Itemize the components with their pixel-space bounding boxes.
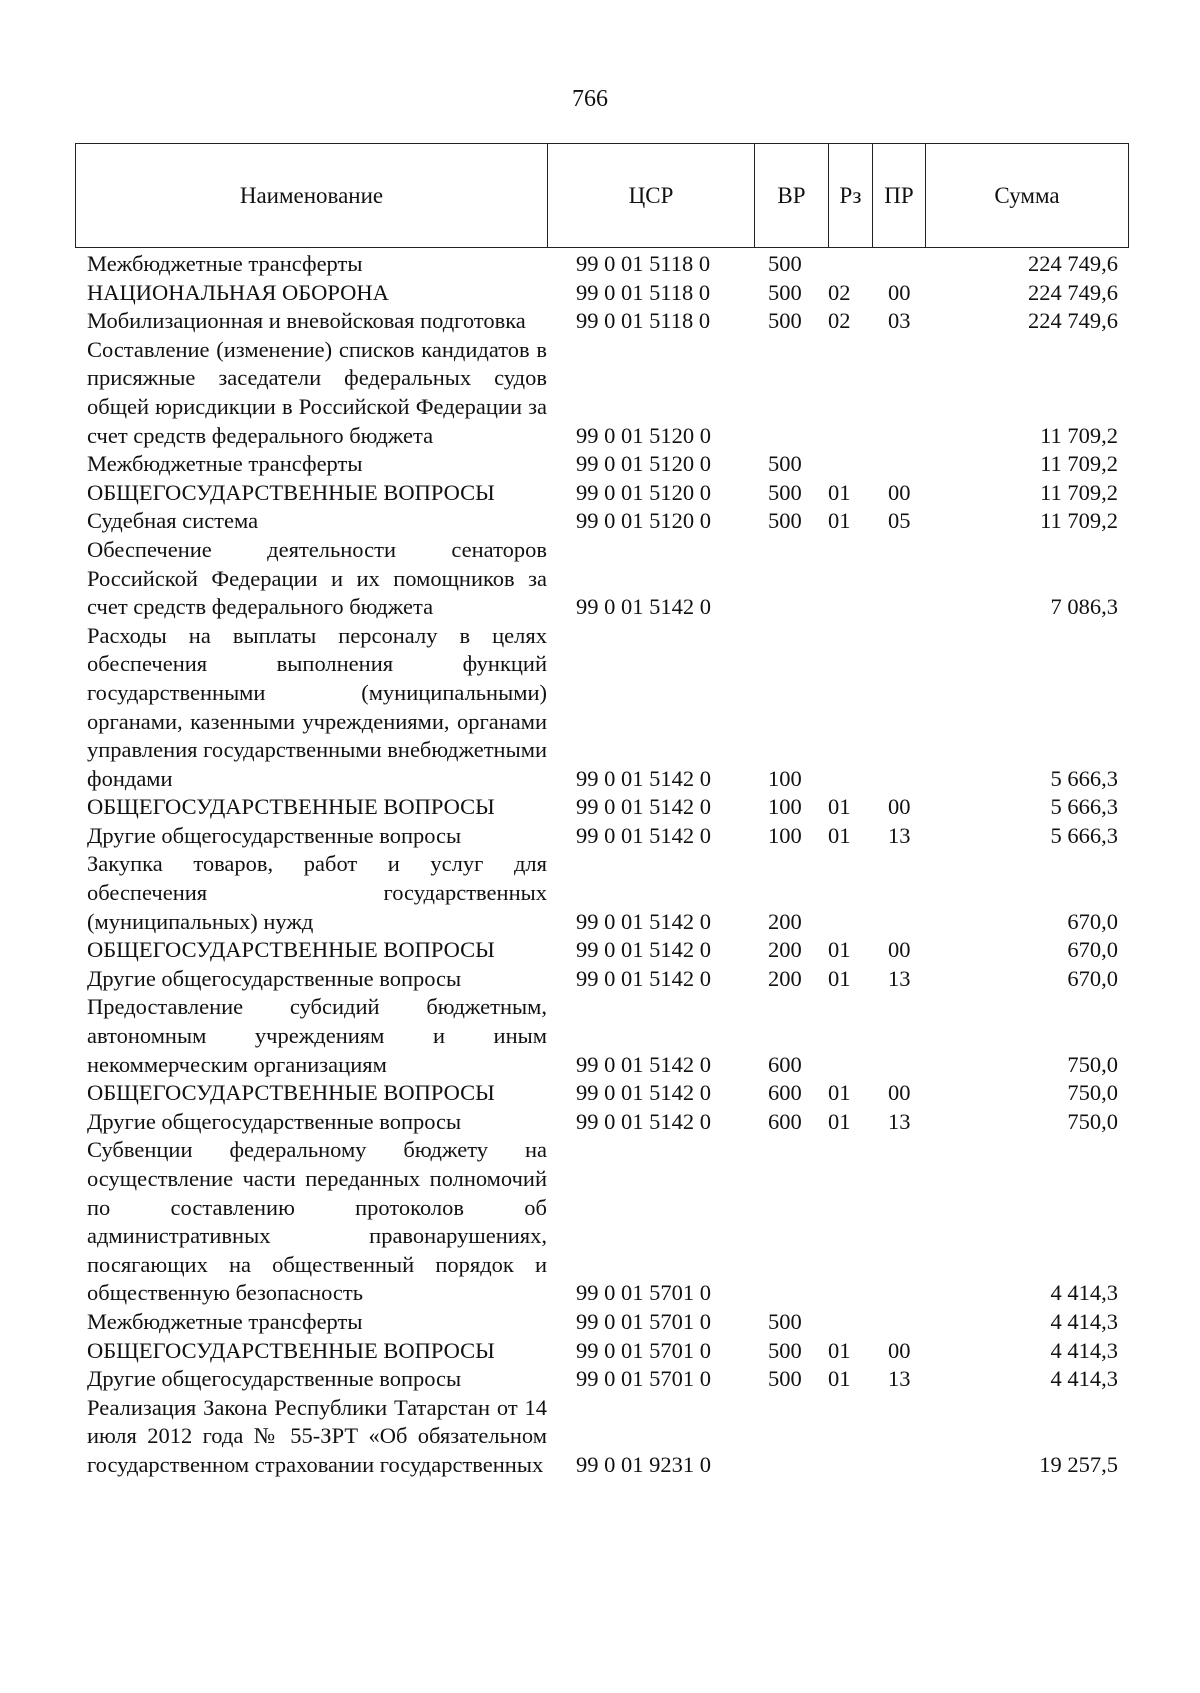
row-sum-cell: 4 414,3 <box>1050 1337 1118 1363</box>
row-csr-cell: 99 0 01 5142 0 <box>576 908 711 934</box>
row-sum-cell: 5 666,3 <box>1050 765 1118 791</box>
table-row <box>75 822 1128 851</box>
row-csr-cell: 99 0 01 5142 0 <box>576 794 711 820</box>
row-vr-cell: 500 <box>768 1337 802 1363</box>
row-vr-cell: 200 <box>768 908 802 934</box>
column-header-rz: Рз <box>829 144 873 248</box>
row-vr-cell: 500 <box>768 279 802 305</box>
row-name-cell: Мобилизационная и вневойсковая подготовка <box>87 308 526 334</box>
row-pr-cell: 00 <box>888 1337 911 1363</box>
table-row <box>75 993 1128 1079</box>
row-name-cell: Субвенции федеральному бюджету на осуществление части переданных полномочий по составлению протоколов об административных правонарушениях, посягающих на общественный порядок и общественную безопасность <box>87 1137 547 1306</box>
table-row <box>75 1108 1128 1137</box>
row-rz-cell: 01 <box>828 794 851 820</box>
row-name-cell: Составление (изменение) списков кандидатов в присяжные заседатели федеральных судов общей юрисдикции в Российской Федерации за счет средств федерального бюджета <box>87 336 547 448</box>
row-csr-cell: 99 0 01 5142 0 <box>576 594 711 620</box>
row-sum-cell: 224 749,6 <box>1028 251 1118 276</box>
row-rz-cell: 01 <box>828 1366 851 1392</box>
row-name-cell: Другие общегосударственные вопросы <box>87 965 462 991</box>
row-name-cell: ОБЩЕГОСУДАРСТВЕННЫЕ ВОПРОСЫ <box>87 794 495 820</box>
row-sum-cell: 4 414,3 <box>1050 1280 1118 1306</box>
row-csr-cell: 99 0 01 5701 0 <box>576 1308 711 1334</box>
row-pr-cell: 00 <box>888 279 911 305</box>
row-csr-cell: 99 0 01 5120 0 <box>576 508 711 534</box>
row-rz-cell: 01 <box>828 508 851 534</box>
row-csr-cell: 99 0 01 5120 0 <box>576 451 711 477</box>
row-sum-cell: 19 257,5 <box>1039 1451 1118 1477</box>
row-name-cell: ОБЩЕГОСУДАРСТВЕННЫЕ ВОПРОСЫ <box>87 1337 495 1363</box>
row-sum-cell: 5 666,3 <box>1050 794 1118 820</box>
row-rz-cell: 01 <box>828 822 851 848</box>
row-csr-cell: 99 0 01 5120 0 <box>576 422 711 448</box>
column-header-vr: ВР <box>755 144 829 248</box>
row-sum-cell: 4 414,3 <box>1050 1366 1118 1392</box>
row-sum-cell: 224 749,6 <box>1028 279 1118 305</box>
table-row <box>75 250 1128 279</box>
row-csr-cell: 99 0 01 5142 0 <box>576 1080 711 1106</box>
column-header-name: Наименование <box>76 144 548 248</box>
table-row <box>75 1394 1128 1480</box>
table-row <box>75 479 1128 508</box>
row-rz-cell: 02 <box>828 279 851 305</box>
row-sum-cell: 750,0 <box>1067 1051 1118 1077</box>
table-row <box>75 936 1128 965</box>
row-sum-cell: 11 709,2 <box>1040 422 1118 448</box>
table-row <box>75 622 1128 794</box>
row-vr-cell: 600 <box>768 1051 802 1077</box>
row-csr-cell: 99 0 01 5120 0 <box>576 479 711 505</box>
row-csr-cell: 99 0 01 5142 0 <box>576 937 711 963</box>
row-sum-cell: 4 414,3 <box>1050 1308 1118 1334</box>
table-row <box>75 279 1128 308</box>
row-vr-cell: 600 <box>768 1108 802 1134</box>
row-name-cell: Расходы на выплаты персоналу в целях обеспечения выполнения функций государственными (муниципальными) органами, казенными учреждениями, органами управления государственными внебюджетными фондами <box>87 622 547 791</box>
table-row <box>75 1365 1128 1394</box>
row-vr-cell: 600 <box>768 1080 802 1106</box>
row-sum-cell: 11 709,2 <box>1040 479 1118 505</box>
row-pr-cell: 13 <box>888 822 911 848</box>
row-name-cell: Предоставление субсидий бюджетным, автономным учреждениям и иным некоммерческим организациям <box>87 994 547 1077</box>
row-sum-cell: 5 666,3 <box>1050 822 1118 848</box>
row-pr-cell: 13 <box>888 965 911 991</box>
row-sum-cell: 7 086,3 <box>1050 594 1118 620</box>
row-rz-cell: 01 <box>828 965 851 991</box>
row-csr-cell: 99 0 01 5701 0 <box>576 1280 711 1306</box>
row-vr-cell: 500 <box>768 1366 802 1392</box>
row-pr-cell: 13 <box>888 1366 911 1392</box>
row-vr-cell: 100 <box>768 794 802 820</box>
table-row <box>75 307 1128 336</box>
row-csr-cell: 99 0 01 5118 0 <box>576 308 711 334</box>
column-header-sum: Сумма <box>926 144 1129 248</box>
row-name-cell: ОБЩЕГОСУДАРСТВЕННЫЕ ВОПРОСЫ <box>87 1080 495 1106</box>
row-name-cell: Другие общегосударственные вопросы <box>87 1108 462 1134</box>
table-row <box>75 1136 1128 1308</box>
row-name-cell: Закупка товаров, работ и услуг для обеспечения государственных (муниципальных) нужд <box>87 851 547 934</box>
row-pr-cell: 05 <box>888 508 911 534</box>
row-rz-cell: 01 <box>828 479 851 505</box>
row-csr-cell: 99 0 01 5118 0 <box>576 279 711 305</box>
row-pr-cell: 00 <box>888 1080 911 1106</box>
row-vr-cell: 500 <box>768 308 802 334</box>
row-name-cell: Другие общегосударственные вопросы <box>87 1366 462 1392</box>
row-sum-cell: 11 709,2 <box>1040 508 1118 534</box>
row-pr-cell: 03 <box>888 308 911 334</box>
row-vr-cell: 200 <box>768 937 802 963</box>
row-sum-cell: 670,0 <box>1067 908 1118 934</box>
row-sum-cell: 11 709,2 <box>1040 451 1118 477</box>
row-vr-cell: 500 <box>768 508 802 534</box>
table-row <box>75 1337 1128 1366</box>
row-name-cell: Межбюджетные трансферты <box>87 1308 363 1334</box>
row-name-cell: Обеспечение деятельности сенаторов Российской Федерации и их помощников за счет средств федерального бюджета <box>87 536 547 620</box>
row-name-cell: Межбюджетные трансферты <box>87 451 363 477</box>
row-csr-cell: 99 0 01 5701 0 <box>576 1337 711 1363</box>
row-csr-cell: 99 0 01 9231 0 <box>576 1451 711 1477</box>
row-csr-cell: 99 0 01 5142 0 <box>576 822 711 848</box>
page-number: 766 <box>572 86 608 112</box>
row-vr-cell: 200 <box>768 965 802 991</box>
row-sum-cell: 224 749,6 <box>1028 308 1118 334</box>
table-row <box>75 336 1128 450</box>
row-name-cell: Другие общегосударственные вопросы <box>87 822 462 848</box>
row-rz-cell: 02 <box>828 308 851 334</box>
row-vr-cell: 100 <box>768 822 802 848</box>
column-header-pr: ПР <box>873 144 926 248</box>
row-rz-cell: 01 <box>828 1080 851 1106</box>
row-rz-cell: 01 <box>828 1108 851 1134</box>
row-vr-cell: 500 <box>768 479 802 505</box>
row-name-cell: НАЦИОНАЛЬНАЯ ОБОРОНА <box>87 279 389 305</box>
table-row <box>75 1079 1128 1108</box>
table-row <box>75 450 1128 479</box>
table-row <box>75 536 1128 622</box>
table-row <box>75 793 1128 822</box>
row-name-cell: Межбюджетные трансферты <box>87 251 363 276</box>
row-vr-cell: 500 <box>768 251 802 276</box>
row-vr-cell: 500 <box>768 1308 802 1334</box>
row-pr-cell: 00 <box>888 794 911 820</box>
row-csr-cell: 99 0 01 5701 0 <box>576 1366 711 1392</box>
row-rz-cell: 01 <box>828 937 851 963</box>
table-header <box>75 143 1129 248</box>
row-pr-cell: 13 <box>888 1108 911 1134</box>
column-header-csr: ЦСР <box>548 144 755 248</box>
row-csr-cell: 99 0 01 5142 0 <box>576 1051 711 1077</box>
row-csr-cell: 99 0 01 5142 0 <box>576 965 711 991</box>
row-rz-cell: 01 <box>828 1337 851 1363</box>
table-row <box>75 850 1128 936</box>
row-name-cell: ОБЩЕГОСУДАРСТВЕННЫЕ ВОПРОСЫ <box>87 479 495 505</box>
row-csr-cell: 99 0 01 5118 0 <box>576 251 711 276</box>
row-name-cell: ОБЩЕГОСУДАРСТВЕННЫЕ ВОПРОСЫ <box>87 937 495 963</box>
row-vr-cell: 100 <box>768 765 802 791</box>
row-sum-cell: 750,0 <box>1067 1080 1118 1106</box>
row-sum-cell: 750,0 <box>1067 1108 1118 1134</box>
row-pr-cell: 00 <box>888 479 911 505</box>
row-csr-cell: 99 0 01 5142 0 <box>576 765 711 791</box>
row-sum-cell: 670,0 <box>1067 965 1118 991</box>
row-name-cell: Судебная система <box>87 508 259 534</box>
row-vr-cell: 500 <box>768 451 802 477</box>
row-name-cell: Реализация Закона Республики Татарстан от 14 июля 2012 года № 55-ЗРТ «Об обязательном государственном страховании государственных <box>87 1394 547 1477</box>
row-pr-cell: 00 <box>888 937 911 963</box>
table-row <box>75 1308 1128 1337</box>
table-body <box>75 250 1128 1480</box>
table-row <box>75 507 1128 536</box>
table-row <box>75 965 1128 994</box>
row-csr-cell: 99 0 01 5142 0 <box>576 1108 711 1134</box>
row-sum-cell: 670,0 <box>1067 937 1118 963</box>
